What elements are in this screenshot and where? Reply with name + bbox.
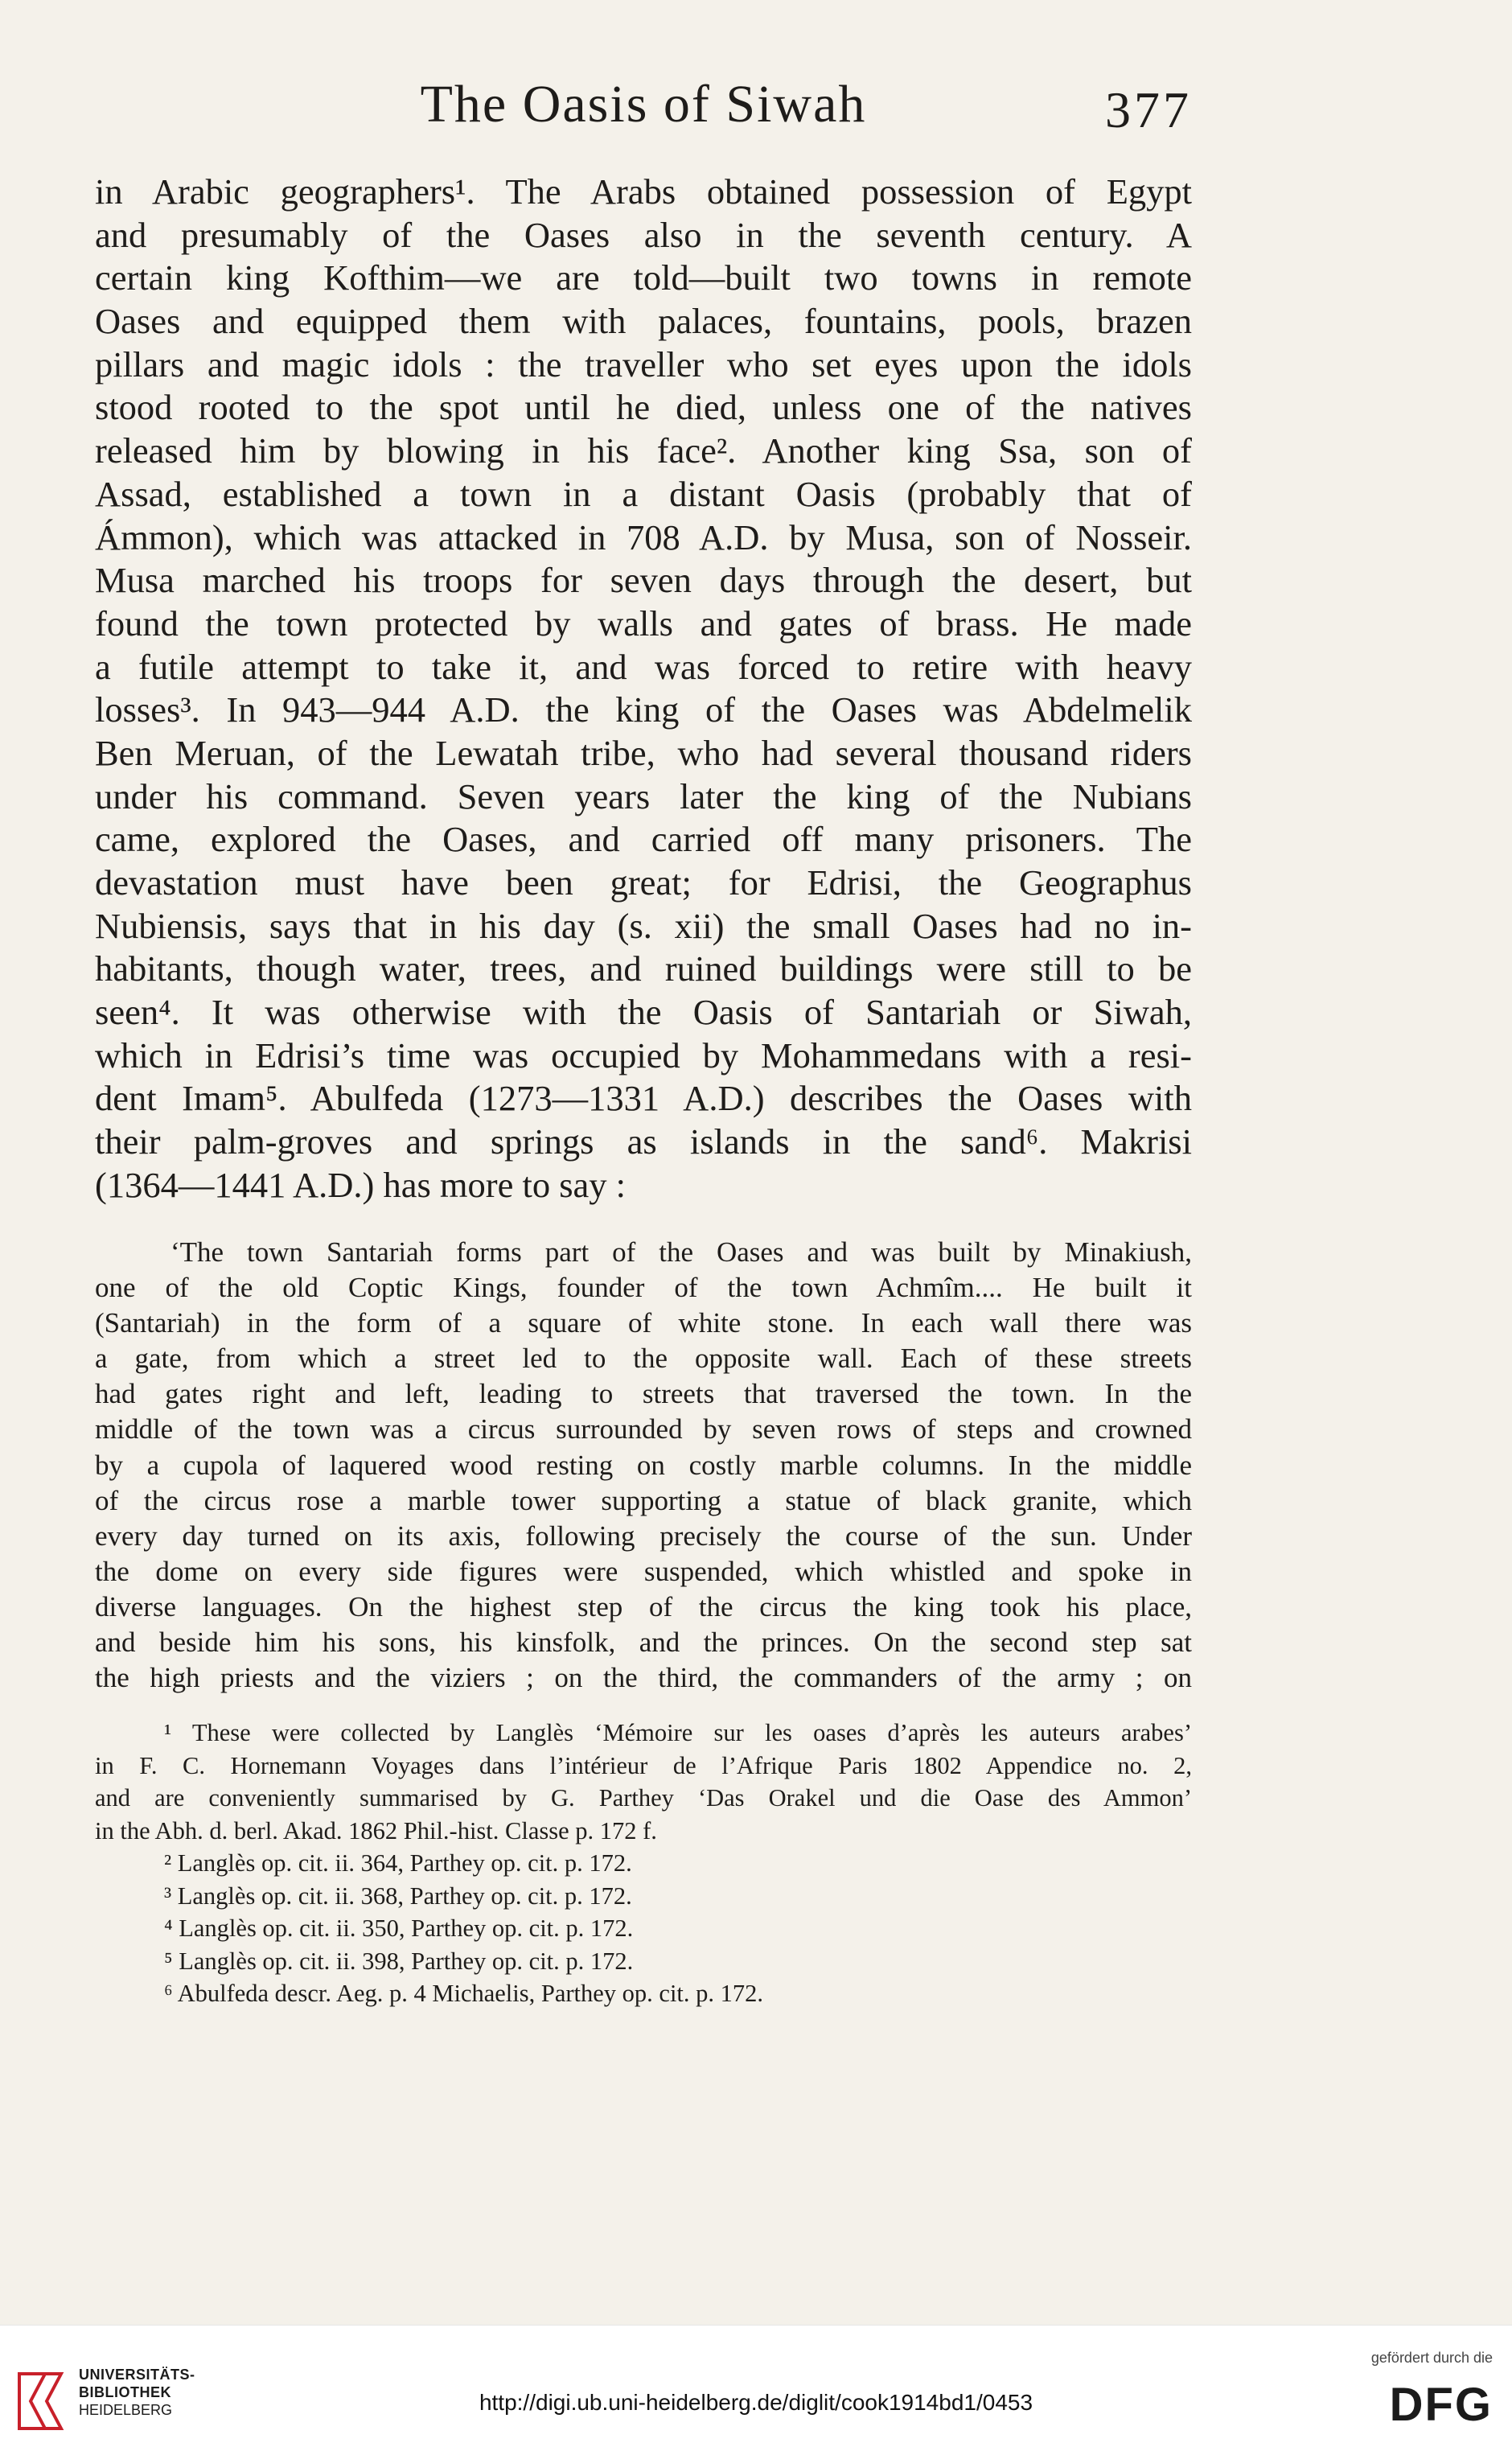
- text-line: seen⁴. It was otherwise with the Oasis of Santariah or Siwah,: [95, 992, 1192, 1033]
- footnote-5: ⁵ Langlès op. cit. ii. 398, Parthey op. cit. p. 172.: [164, 1947, 634, 1975]
- text-line: Assad, established a town in a distant Oasis (probably that of: [95, 473, 1192, 514]
- quote-line: by a cupola of laquered wood resting on costly marble columns. In the middle: [95, 1449, 1192, 1481]
- footnote-2: ² Langlès op. cit. ii. 364, Parthey op. cit. p. 172.: [164, 1849, 632, 1877]
- text-line: dent Imam⁵. Abulfeda (1273—1331 A.D.) describes the Oases with: [95, 1078, 1192, 1119]
- text-line: Ben Meruan, of the Lewatah tribe, who had several thousand riders: [95, 732, 1192, 773]
- quote-line: the dome on every side figures were suspended, which whistled and spoke in: [95, 1555, 1192, 1587]
- text-line: came, explored the Oases, and carried off many prisoners. The: [95, 819, 1192, 860]
- footnotes: [95, 1717, 1192, 2010]
- quote-line: (Santariah) in the form of a square of white stone. In each wall there was: [95, 1307, 1192, 1339]
- library-name-line: UNIVERSITÄTS-: [79, 2367, 195, 2383]
- block-quotation: [95, 1235, 1192, 1696]
- text-line: released him by blowing in his face². Another king Ssa, son of: [95, 430, 1192, 471]
- text-line: found the town protected by walls and gates of brass. He made: [95, 602, 1192, 644]
- quote-line: of the circus rose a marble tower supporting a statue of black granite, which: [95, 1484, 1192, 1516]
- text-line: their palm-groves and springs as islands in the sand⁶. Makrisi: [95, 1121, 1192, 1162]
- main-text-block: [95, 171, 1192, 1207]
- text-line: in Arabic geographers¹. The Arabs obtained possession of Egypt: [95, 171, 1192, 212]
- quote-line: a gate, from which a street led to the opposite wall. Each of these streets: [95, 1343, 1192, 1375]
- text-line: under his command. Seven years later the king of the Nubians: [95, 775, 1192, 816]
- quote-line: every day turned on its axis, following precisely the course of the sun. Under: [95, 1520, 1192, 1552]
- text-line: (1364—1441 A.D.) has more to say :: [95, 1164, 627, 1205]
- text-line: devastation must have been great; for Edrisi, the Geographus: [95, 862, 1192, 903]
- text-line: pillars and magic idols : the traveller who set eyes upon the idols: [95, 343, 1192, 385]
- text-line: Nubiensis, says that in his day (s. xii) the small Oases had no in-: [95, 905, 1192, 946]
- text-line: and presumably of the Oases also in the seventh century. A: [95, 214, 1192, 255]
- footnote-1-line: in F. C. Hornemann Voyages dans l’intérieur de l’Afrique Paris 1802 Appendice no. 2,: [95, 1751, 1192, 1779]
- text-line: losses³. In 943—944 A.D. the king of the Oases was Abdelmelik: [95, 689, 1192, 730]
- text-line: a futile attempt to take it, and was forced to retire with heavy: [95, 646, 1192, 687]
- quote-line: and beside him his sons, his kinsfolk, and the princes. On the second step sat: [95, 1627, 1192, 1659]
- quote-line: ‘The town Santariah forms part of the Oases and was built by Minakiush,: [171, 1236, 1192, 1268]
- quote-line: the high priests and the viziers ; on the third, the commanders of the army ; on: [95, 1662, 1192, 1694]
- footnote-1-line: ¹ These were collected by Langlès ‘Mémoire sur les oases d’après les auteurs arabes’: [164, 1719, 1192, 1746]
- quote-line: middle of the town was a circus surrounded by seven rows of steps and crowned: [95, 1413, 1192, 1446]
- running-head: [95, 74, 1192, 162]
- footnote-1-line: in the Abh. d. berl. Akad. 1862 Phil.-hist. Classe p. 172 f.: [95, 1816, 657, 1845]
- text-line: Oases and equipped them with palaces, fountains, pools, brazen: [95, 301, 1192, 342]
- permalink-url[interactable]: http://digi.ub.uni-heidelberg.de/diglit/cook1914bd1/0453: [479, 2390, 1033, 2415]
- sponsor-caption: gefördert durch die: [1370, 2350, 1493, 2366]
- text-line: habitants, though water, trees, and ruined buildings were still to be: [95, 948, 1192, 989]
- footnote-3: ³ Langlès op. cit. ii. 368, Parthey op. cit. p. 172.: [164, 1882, 632, 1910]
- footnote-4: ⁴ Langlès op. cit. ii. 350, Parthey op. cit. p. 172.: [164, 1914, 634, 1942]
- quote-line: diverse languages. On the highest step of the circus the king took his place,: [95, 1590, 1192, 1622]
- text-line: Musa marched his troops for seven days through the desert, but: [95, 560, 1192, 601]
- text-line: stood rooted to the spot until he died, unless one of the natives: [95, 387, 1192, 428]
- footnote-1-line: and are conveniently summarised by G. Parthey ‘Das Orakel und die Oase des Ammon’: [95, 1784, 1192, 1812]
- quote-line: had gates right and left, leading to streets that traversed the town. In the: [95, 1378, 1192, 1410]
- digitization-footer: [0, 2325, 1512, 2447]
- sponsor-block: [1332, 2350, 1493, 2432]
- quote-line: one of the old Coptic Kings, founder of the town Achmîm.... He built it: [95, 1272, 1192, 1304]
- text-line: which in Edrisi’s time was occupied by Mohammedans with a resi-: [95, 1034, 1192, 1075]
- library-name-line: BIBLIOTHEK: [79, 2384, 171, 2400]
- text-line: Ámmon), which was attacked in 708 A.D. by Musa, son of Nosseir.: [95, 516, 1192, 557]
- text-line: certain king Kofthim—we are told—built two towns in remote: [95, 257, 1192, 298]
- dfg-logo: DFG: [1389, 2379, 1493, 2431]
- footnote-6: ⁶ Abulfeda descr. Aeg. p. 4 Michaelis, Parthey op. cit. p. 172.: [164, 1980, 764, 2007]
- page-number: 377: [1105, 81, 1192, 138]
- running-title: The Oasis of Siwah: [420, 75, 867, 134]
- library-name-line: HEIDELBERG: [79, 2402, 173, 2418]
